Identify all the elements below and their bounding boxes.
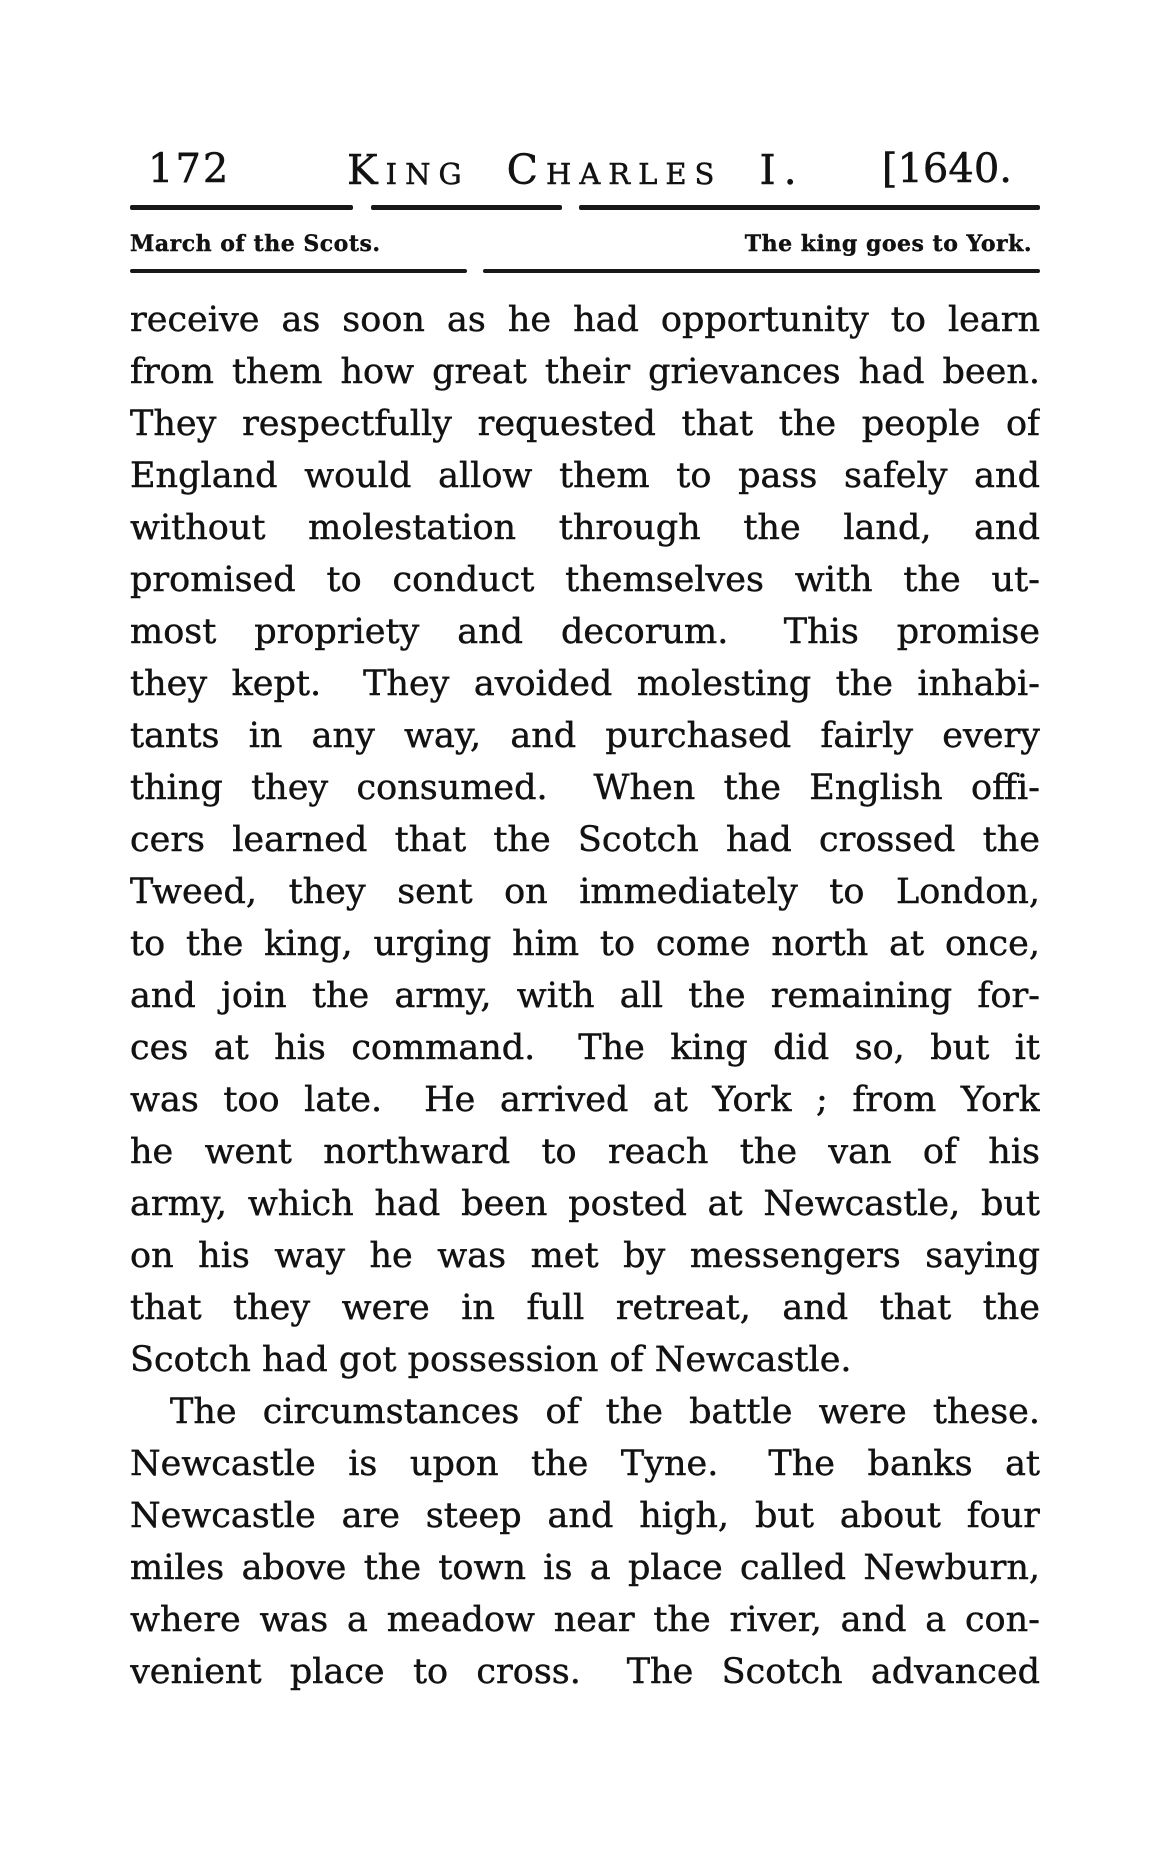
- text-line: promised to conduct themselves with the ut-: [130, 560, 1040, 600]
- text-line: was too late. He arrived at York ; from York: [130, 1080, 1040, 1120]
- text-line: receive as soon as he had opportunity to learn: [130, 300, 1040, 340]
- text-line: they kept. They avoided molesting the inhabi-: [130, 664, 1040, 704]
- caption-rule: [130, 269, 1040, 273]
- text-line: Scotch had got possession of Newcastle.: [130, 1340, 852, 1380]
- text-line: Tweed, they sent on immediately to London,: [130, 872, 1040, 912]
- text-line: ces at his command. The king did so, but it: [130, 1028, 1040, 1068]
- text-line: venient place to cross. The Scotch advanced: [130, 1652, 1040, 1692]
- text-line: that they were in full retreat, and that the: [130, 1288, 1040, 1328]
- text-line: on his way he was met by messengers saying: [130, 1236, 1040, 1276]
- rule-gap: [562, 205, 578, 210]
- text-line: and join the army, with all the remaining for-: [130, 976, 1040, 1016]
- rule-segment: [371, 205, 562, 210]
- header-rule: [130, 205, 1040, 210]
- rule-segment: [130, 205, 353, 210]
- rule-gap: [353, 205, 371, 210]
- text-line: England would allow them to pass safely and: [130, 456, 1040, 496]
- caption-left: March of the Scots.: [130, 231, 381, 257]
- running-title: King Charles I.: [347, 146, 805, 194]
- caption-row: [130, 223, 1040, 257]
- text-line: tants in any way, and purchased fairly every: [130, 716, 1040, 756]
- text-line: where was a meadow near the river, and a con-: [130, 1600, 1040, 1640]
- caption-right: The king goes to York.: [744, 231, 1032, 257]
- text-line: miles above the town is a place called Newburn,: [130, 1548, 1040, 1588]
- year-bracket: [1640.: [881, 146, 1012, 192]
- rule-segment: [130, 269, 467, 273]
- text-line: he went northward to reach the van of his: [130, 1132, 1040, 1172]
- text-line: without molestation through the land, and: [130, 508, 1040, 548]
- text-line: Newcastle are steep and high, but about four: [130, 1496, 1040, 1536]
- text-line: cers learned that the Scotch had crossed the: [130, 820, 1040, 860]
- running-header: [130, 146, 1040, 196]
- text-line: The circumstances of the battle were these.: [170, 1392, 1040, 1432]
- text-line: Newcastle is upon the Tyne. The banks at: [130, 1444, 1040, 1484]
- rule-segment: [483, 269, 1040, 273]
- text-line: most propriety and decorum. This promise: [130, 612, 1040, 652]
- text-line: thing they consumed. When the English offi-: [130, 768, 1040, 808]
- rule-gap: [467, 269, 483, 273]
- text-line: from them how great their grievances had been.: [130, 352, 1040, 392]
- page-number: 172: [148, 146, 231, 192]
- body-text: [130, 294, 1040, 1698]
- rule-segment: [579, 205, 1040, 210]
- text-line: They respectfully requested that the people of: [130, 404, 1040, 444]
- text-line: to the king, urging him to come north at once,: [130, 924, 1040, 964]
- text-line: army, which had been posted at Newcastle, but: [130, 1184, 1040, 1224]
